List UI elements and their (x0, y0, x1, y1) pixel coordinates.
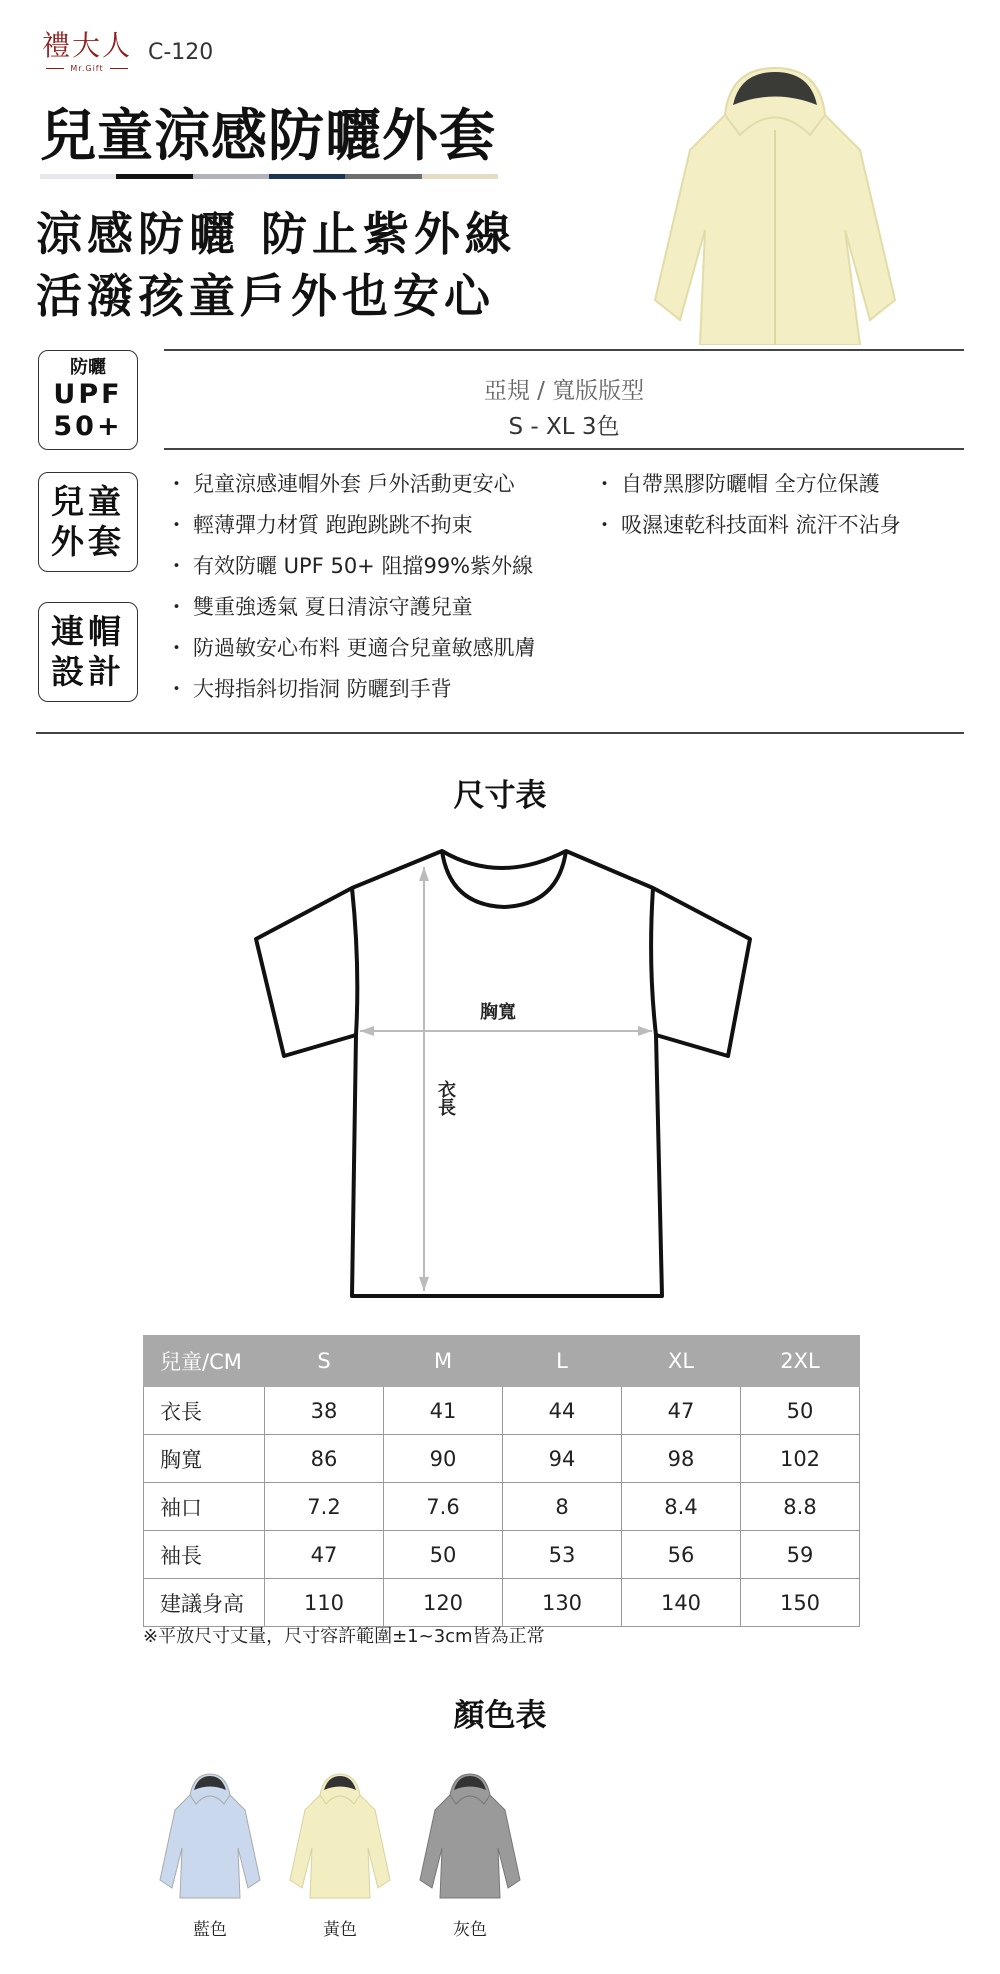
table-row (144, 1483, 860, 1531)
table-cell: 衣長 (144, 1387, 265, 1435)
divider (164, 448, 964, 450)
header-cell: XL (622, 1336, 741, 1387)
table-cell: 110 (265, 1579, 384, 1627)
color-chart-title: 顏色表 (453, 1698, 547, 1734)
table-cell: 8.4 (622, 1483, 741, 1531)
color-bar-segment (422, 174, 498, 179)
header-cell: S (265, 1336, 384, 1387)
table-cell: 150 (741, 1579, 860, 1627)
tshirt-size-diagram (250, 845, 760, 1300)
table-cell: 98 (622, 1435, 741, 1483)
color-bar-segment (345, 174, 421, 179)
color-label-yellow: 黃色 (323, 1920, 357, 1940)
color-label-blue: 藍色 (193, 1920, 227, 1940)
badge-hood-design (38, 602, 138, 702)
size-chart-title: 尺寸表 (453, 778, 547, 814)
badge-hood-line-2: 設計 (51, 652, 125, 691)
table-cell: 8.8 (741, 1483, 860, 1531)
table-cell: 38 (265, 1387, 384, 1435)
table-cell: 袖長 (144, 1531, 265, 1579)
table-row (144, 1435, 860, 1483)
jacket-product-image (630, 60, 920, 345)
color-swatch-blue (150, 1770, 270, 1900)
table-cell: 44 (503, 1387, 622, 1435)
table-cell: 50 (384, 1531, 503, 1579)
color-bar-segment (269, 174, 345, 179)
table-cell: 53 (503, 1531, 622, 1579)
badge-hood-line-1: 連帽 (51, 612, 125, 651)
table-cell: 袖口 (144, 1483, 265, 1531)
table-cell: 47 (265, 1531, 384, 1579)
body-length-label: 衣長 (435, 1080, 456, 1116)
feature-item: ・ 吸濕速乾科技面料 流汗不沾身 (594, 509, 901, 539)
table-cell: 50 (741, 1387, 860, 1435)
table-row (144, 1531, 860, 1579)
feature-item: ・ 防過敏安心布料 更適合兒童敏感肌膚 (166, 632, 536, 662)
feature-item: ・ 雙重強透氣 夏日清涼守護兒童 (166, 591, 473, 621)
size-range: S - XL 3色 (508, 414, 620, 440)
measurement-note: ※平放尺寸丈量，尺寸容許範圍±1~3cm皆為正常 (143, 1626, 545, 1647)
table-cell: 130 (503, 1579, 622, 1627)
slogan-line-2: 活潑孩童戶外也安心 (36, 269, 495, 323)
color-bar-segment (193, 174, 269, 179)
badge-upf-small: 防曬 (70, 357, 106, 378)
header-cell: L (503, 1336, 622, 1387)
color-swatch-yellow (280, 1770, 400, 1900)
table-cell: 建議身高 (144, 1579, 265, 1627)
table-cell: 56 (622, 1531, 741, 1579)
header-cell: M (384, 1336, 503, 1387)
table-row (144, 1387, 860, 1435)
feature-item: ・ 輕薄彈力材質 跑跑跳跳不拘束 (166, 509, 473, 539)
feature-item: ・ 大拇指斜切指洞 防曬到手背 (166, 673, 452, 703)
table-cell: 8 (503, 1483, 622, 1531)
table-cell: 47 (622, 1387, 741, 1435)
table-cell: 胸寬 (144, 1435, 265, 1483)
table-cell: 7.6 (384, 1483, 503, 1531)
brand-logo (42, 30, 132, 73)
table-cell: 94 (503, 1435, 622, 1483)
model-code: C-120 (148, 40, 214, 65)
color-bar-segment (40, 174, 116, 179)
color-swatch-gray (410, 1770, 530, 1900)
table-cell: 102 (741, 1435, 860, 1483)
feature-item: ・ 有效防曬 UPF 50+ 阻擋99%紫外線 (166, 550, 533, 580)
color-bar (40, 174, 498, 179)
badge-upf (38, 350, 138, 450)
table-cell: 59 (741, 1531, 860, 1579)
badge-kids-jacket (38, 472, 138, 572)
tshirt-outline (256, 851, 750, 1296)
divider (36, 732, 964, 734)
table-cell: 120 (384, 1579, 503, 1627)
badge-kids-line-1: 兒童 (51, 482, 125, 521)
header-cell: 兒童/CM (144, 1336, 265, 1387)
product-title: 兒童涼感防曬外套 (40, 104, 496, 169)
chest-width-label: 胸寬 (480, 1002, 516, 1023)
color-label-gray: 灰色 (453, 1920, 487, 1940)
badge-upf-line-1: UPF (53, 379, 123, 410)
table-cell: 41 (384, 1387, 503, 1435)
slogan-line-1: 涼感防曬 防止紫外線 (36, 207, 517, 261)
divider (164, 349, 964, 351)
table-cell: 86 (265, 1435, 384, 1483)
brand-name-cn: 禮大人 (42, 29, 133, 62)
table-cell: 140 (622, 1579, 741, 1627)
table-row (144, 1579, 860, 1627)
size-table-header (144, 1336, 860, 1387)
brand-name-en: Mr.Gift (42, 64, 132, 73)
table-cell: 7.2 (265, 1483, 384, 1531)
fit-type: 亞規 / 寬版版型 (483, 378, 645, 404)
badge-kids-line-2: 外套 (51, 522, 125, 561)
color-bar-segment (116, 174, 192, 179)
table-cell: 90 (384, 1435, 503, 1483)
badge-upf-line-2: 50+ (53, 411, 123, 442)
feature-item: ・ 兒童涼感連帽外套 戶外活動更安心 (166, 468, 515, 498)
size-table (143, 1335, 860, 1627)
header-cell: 2XL (741, 1336, 860, 1387)
feature-item: ・ 自帶黑膠防曬帽 全方位保護 (594, 468, 880, 498)
